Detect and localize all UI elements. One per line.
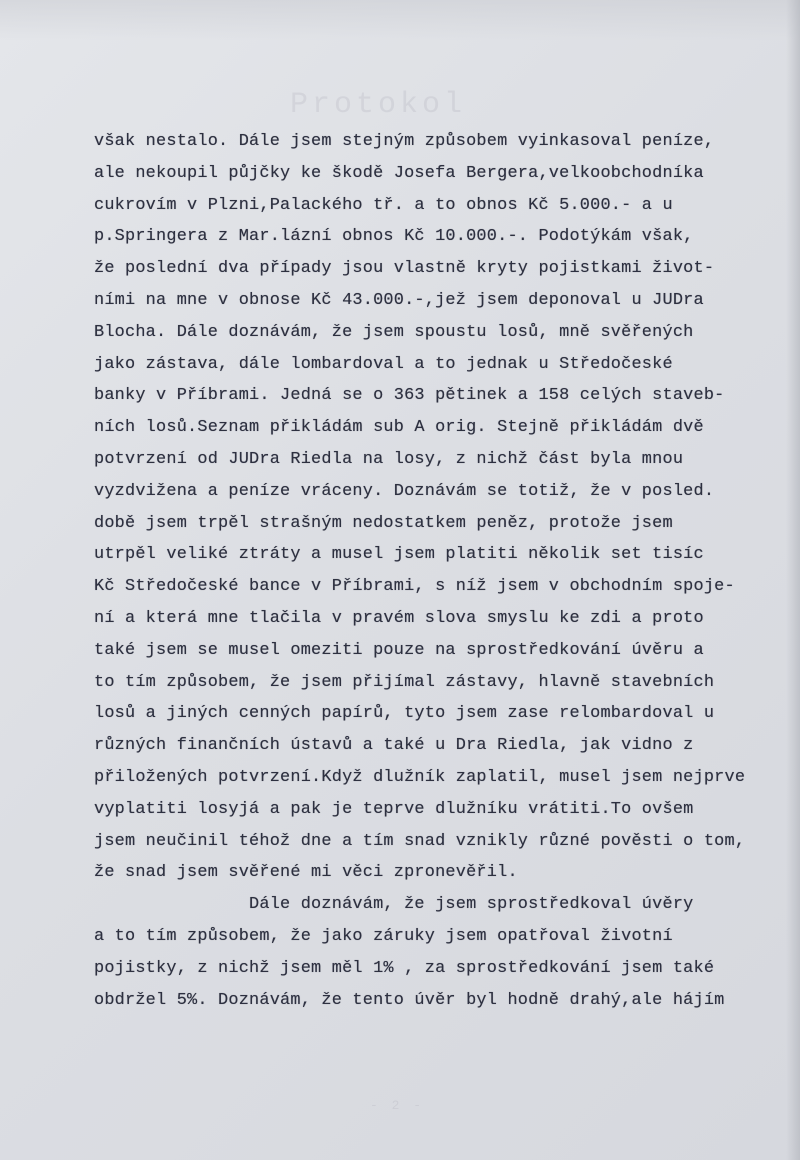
text-line: potvrzení od JUDra Riedla na losy, z nichž část byla mnou	[94, 449, 684, 469]
text-line: ních losů.Seznam přikládám sub A orig. Stejně přikládám dvě	[94, 418, 704, 438]
text-line: a to tím způsobem, že jako záruky jsem opatřoval životní	[94, 926, 673, 946]
text-line: cukrovím v Plzni,Palackého tř. a to obnos Kč 5.000.- a u	[94, 195, 673, 215]
text-line: Kč Středočeské bance v Příbrami, s níž jsem v obchodním spoje-	[94, 577, 735, 597]
text-line: obdržel 5%. Doznávám, že tento úvěr byl hodně drahý,ale hájím	[94, 990, 725, 1010]
bleed-through-title: Protokol	[290, 88, 467, 122]
text-line: jako zástava, dále lombardoval a to jednak u Středočeské	[94, 354, 673, 374]
text-line: utrpěl veliké ztráty a musel jsem platiti několik set tisíc	[94, 545, 704, 565]
text-line: době jsem trpěl strašným nedostatkem peněz, protože jsem	[94, 513, 673, 533]
text-line: Dále doznávám, že jsem sprostředkoval úvěry	[94, 895, 694, 915]
text-line: že poslední dva případy jsou vlastně kryty pojistkami život-	[94, 259, 715, 279]
text-line: p.Springera z Mar.lázní obnos Kč 10.000.-. Podotýkám však,	[94, 227, 694, 247]
text-line: jsem neučinil téhož dne a tím snad vznikly různé pověsti o tom,	[94, 831, 746, 851]
text-line: losů a jiných cenných papírů, tyto jsem zase relombardoval u	[94, 704, 715, 724]
text-line: Blocha. Dále doznávám, že jsem spoustu losů, mně svěřených	[94, 322, 694, 342]
text-line: přiložených potvrzení.Když dlužník zaplatil, musel jsem nejprve	[94, 767, 746, 787]
text-line: že snad jsem svěřené mi věci zpronevěřil.	[94, 863, 518, 883]
text-line: vyplatiti losyjá a pak je teprve dlužníku vrátiti.To ovšem	[94, 799, 694, 819]
text-line: také jsem se musel omeziti pouze na sprostředkování úvěru a	[94, 640, 704, 660]
text-line: však nestalo. Dále jsem stejným způsobem vyinkasoval peníze,	[94, 132, 715, 151]
text-line: ními na mne v obnose Kč 43.000.-,jež jsem deponoval u JUDra	[94, 290, 704, 310]
text-line: ale nekoupil půjčky ke škodě Josefa Bergera,velkoobchodníka	[94, 163, 704, 183]
text-line: pojistky, z nichž jsem měl 1% , za sprostředkování jsem také	[94, 958, 715, 978]
typed-text-block	[94, 126, 784, 1016]
paper-edge-shadow	[786, 0, 800, 1160]
text-line: vyzdvižena a peníze vráceny. Doznávám se totiž, že v posled.	[94, 481, 715, 501]
text-line: ní a která mne tlačila v pravém slova smyslu ke zdi a proto	[94, 608, 704, 628]
text-line: banky v Příbrami. Jedná se o 363 pětinek a 158 celých staveb-	[94, 386, 725, 406]
text-line: to tím způsobem, že jsem přijímal zástavy, hlavně stavebních	[94, 672, 715, 692]
paper-stain	[0, 0, 800, 40]
bleed-through-page-number: - 2 -	[370, 1098, 425, 1113]
text-line: různých finančních ústavů a také u Dra Riedla, jak vidno z	[94, 736, 694, 756]
